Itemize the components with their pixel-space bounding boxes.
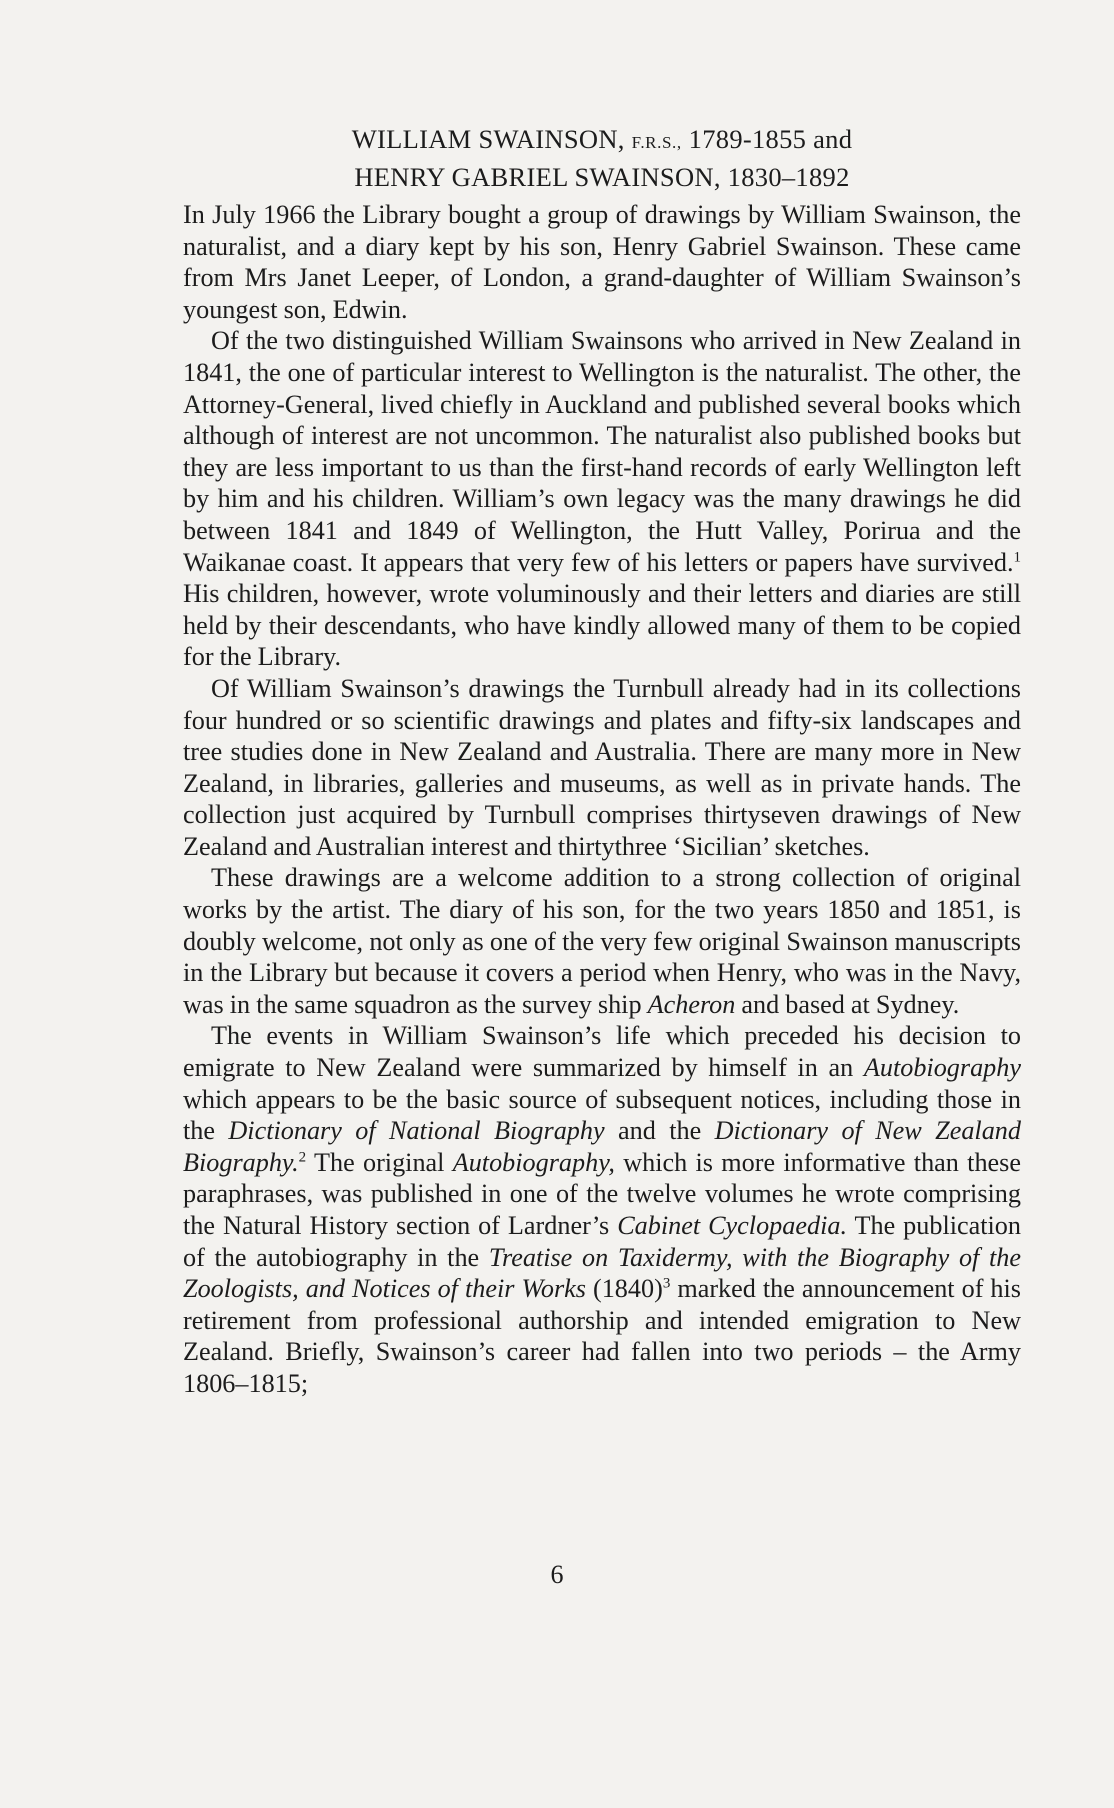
- heading-frs: F.R.S.,: [631, 133, 682, 152]
- paragraph-2: [183, 325, 1021, 673]
- paragraph-5-text-a: The events in William Swainson’s life which preceded his decision to emigrate to New Zealand were summarized by himself in an: [183, 1021, 1021, 1083]
- paragraph-5-text-d: The original: [306, 1147, 453, 1177]
- page-number: 6: [550, 1560, 564, 1589]
- paragraph-2-text-b: His children, however, wrote voluminously and their letters and diaries are still held by their descendants, who have kindly allowed many of them to be copied for the Library.: [183, 579, 1021, 672]
- paragraph-1-text: In July 1966 the Library bought a group of drawings by William Swainson, the naturalist, and a diary kept by his son, Henry Gabriel Swainson. These came from Mrs Janet Leeper, of London, a grand-daughter of William Swainson’s youngest son, Edwin.: [183, 200, 1021, 324]
- ship-name-acheron: Acheron: [647, 989, 736, 1019]
- heading-line-2: HENRY GABRIEL SWAINSON, 1830–1892: [354, 162, 850, 192]
- paragraph-5-text-b: which appears to be the basic source of subsequent notices, including those in the: [183, 1084, 1021, 1146]
- paragraph-4: [183, 862, 1021, 1020]
- page-content: [183, 122, 1021, 1400]
- article-body: [183, 199, 1021, 1400]
- paragraph-5-text-c: and the: [604, 1116, 715, 1146]
- paragraph-5-text-f: The publication of the autobiography in the: [183, 1211, 1021, 1272]
- paragraph-2-text-a: Of the two distinguished William Swainsons who arrived in New Zealand in 1841, the one of particular interest to Wellington is the naturalist. The other, the Attorney-General, lived chiefly in Auckland and published several books which although of interest are not uncommon. The naturalist also published books but they are less important to us than the first-hand records of early Wellington left by him and his children. William’s own legacy was the many drawings he did between 1841 and 1849 of Wellington, the Hutt Valley, Porirua and the Waikanae coast. It appears that very few of his letters or papers have survived.: [183, 326, 1021, 577]
- title-autobiography: Autobiography: [863, 1053, 1021, 1083]
- heading-line-1: [183, 122, 1021, 160]
- paragraph-5: [183, 1020, 1021, 1399]
- paragraph-3: [183, 673, 1021, 863]
- title-dnb: Dictionary of National Biography: [228, 1116, 605, 1146]
- title-dnzb: Dictionary of New Zealand Biography.: [183, 1116, 1021, 1177]
- footnote-ref-1: 1: [1013, 548, 1021, 565]
- title-cabinet-cyclopaedia: Cabinet Cyclopaedia.: [617, 1211, 847, 1240]
- paragraph-4-text-a: These drawings are a welcome addition to a strong collection of original works by the artist. The diary of his son, for the two years 1850 and 1851, is doubly welcome, not only as one of the very few original Swainson manuscripts in the Library but because it covers a period when Henry, who was in the Navy, was in the same squadron as the survey ship: [183, 863, 1021, 1019]
- article-heading: [183, 122, 1021, 195]
- paragraph-4-text-b: and based at Sydney.: [735, 989, 960, 1019]
- heading-dates-william: 1789-1855 and: [688, 124, 853, 154]
- footnote-ref-2: 2: [298, 1149, 307, 1166]
- title-treatise-on-taxidermy: Treatise on Taxidermy, with the Biography of the Zoologists, and Notices of their Works: [183, 1242, 1021, 1304]
- footnote-ref-3: 3: [662, 1275, 671, 1292]
- title-autobiography-2: Autobiography,: [452, 1147, 615, 1177]
- paragraph-5-text-e: which is more informative than these paraphrases, was published in one of the twelve volumes he wrote comprising the Natural History section of Lardner’s: [183, 1147, 1021, 1240]
- paragraph-5-text-h: marked the announcement of his retirement from professional authorship and intended emigration to New Zealand. Briefly, Swainson’s career had fallen into two periods – the Army 1806–1815;: [183, 1274, 1021, 1398]
- paragraph-5-text-g: (1840): [585, 1274, 663, 1304]
- paragraph-1: [183, 199, 1021, 325]
- paragraph-3-text: Of William Swainson’s drawings the Turnbull already had in its collections four hundred or so scientific drawings and plates and fifty-six landscapes and tree studies done in New Zealand and Australia. There are many more in New Zealand, in libraries, galleries and museums, as well as in private hands. The collection just acquired by Turnbull comprises thirtyseven drawings of New Zealand and Australian interest and thirtythree ‘Sicilian’ sketches.: [183, 673, 1021, 861]
- heading-name-william: WILLIAM SWAINSON,: [351, 124, 625, 154]
